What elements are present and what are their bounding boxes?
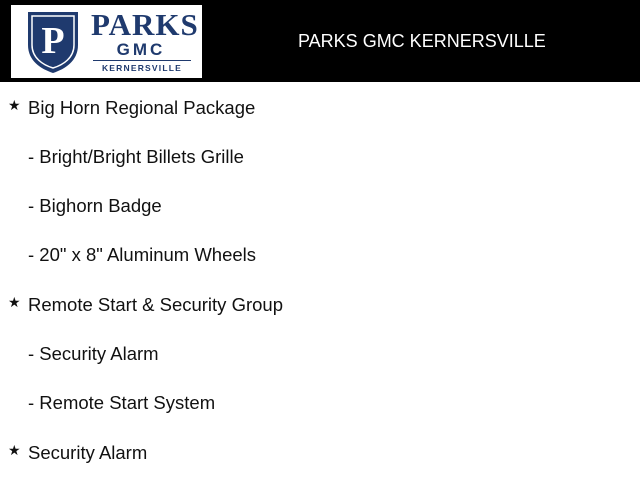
list-item-text: - Remote Start System [28, 392, 216, 413]
header-bar [0, 0, 640, 82]
list-item [0, 191, 640, 221]
logo-initial: P [41, 20, 65, 62]
dealer-title: PARKS GMC KERNERSVILLE [298, 31, 546, 51]
list-item-text: Big Horn Regional Package [28, 97, 256, 118]
logo-divider [93, 60, 191, 61]
list-item [0, 142, 640, 172]
list-item [0, 290, 640, 320]
list-item [0, 240, 640, 270]
logo-city-text: KERNERSVILLE [101, 63, 183, 73]
list-item [0, 388, 640, 418]
shield-icon [25, 9, 81, 75]
list-item-text: - Bighorn Badge [28, 195, 162, 216]
list-item-text: - Security Alarm [28, 343, 159, 364]
list-item-text: Security Alarm [28, 442, 148, 463]
list-item [0, 438, 640, 468]
logo-brand-text: PARKS [91, 7, 199, 42]
logo-make-text: GMC [116, 40, 166, 59]
list-item-text: - Bright/Bright Billets Grille [28, 146, 244, 167]
star-icon: ★ [8, 97, 21, 113]
list-item-text: Remote Start & Security Group [28, 294, 283, 315]
list-item-text: - 20" x 8" Aluminum Wheels [28, 244, 257, 265]
star-icon: ★ [8, 294, 21, 310]
star-icon: ★ [8, 442, 21, 458]
list-item [0, 339, 640, 369]
dealer-logo[interactable] [11, 5, 202, 78]
list-item [0, 93, 640, 123]
